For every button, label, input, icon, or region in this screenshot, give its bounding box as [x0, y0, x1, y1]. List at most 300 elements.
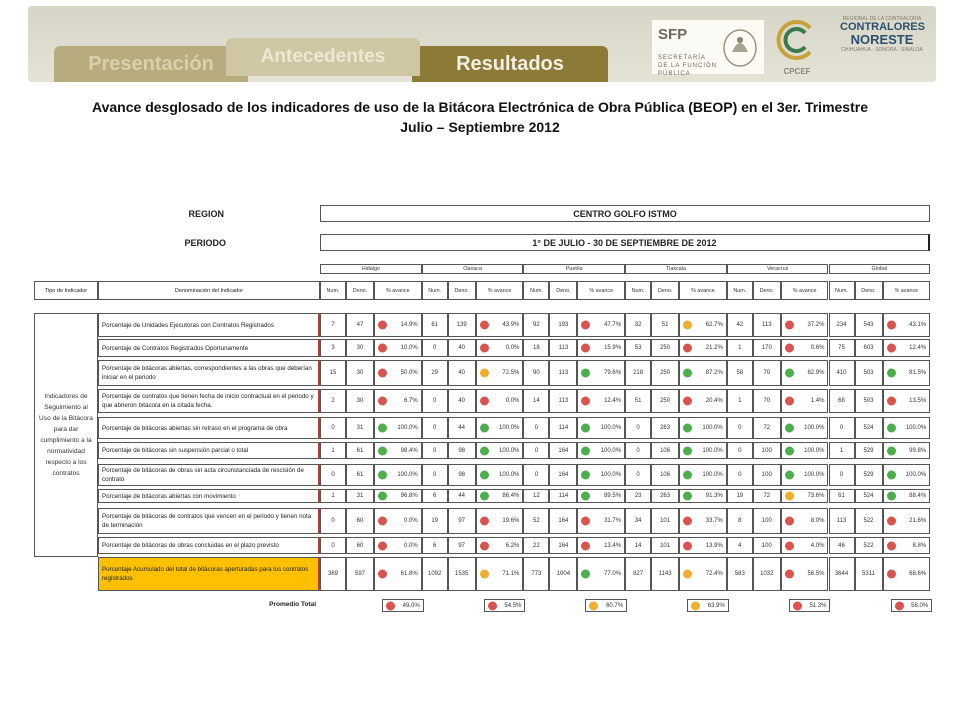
avance-cell	[781, 360, 829, 386]
deno-cell: 1032	[753, 557, 781, 591]
avance-cell	[781, 557, 829, 591]
status-indicator-icon	[480, 369, 489, 378]
avance-value: 8.0%	[810, 518, 825, 524]
sfp-name: SECRETARÍA DE LA FUNCIÓN PÚBLICA	[658, 55, 718, 77]
num-cell: 0	[320, 417, 346, 439]
num-cell: 0	[523, 417, 549, 439]
avance-cell	[374, 339, 422, 357]
deno-cell: 597	[346, 557, 374, 591]
avance-cell	[781, 537, 829, 554]
deno-cell: 72	[753, 489, 781, 503]
avance-value: 100.0%	[397, 472, 418, 478]
subcol-header: Deno.	[651, 281, 679, 300]
avance-value: 0.6%	[810, 345, 825, 351]
status-indicator-icon	[378, 369, 387, 378]
avance-cell	[577, 313, 625, 337]
deno-cell: 250	[651, 339, 679, 357]
avance-cell	[679, 537, 727, 554]
tab-antecedentes[interactable]: Antecedentes	[226, 38, 420, 76]
status-indicator-icon	[683, 517, 692, 526]
avance-cell	[577, 442, 625, 459]
avance-value: 100.0%	[905, 425, 927, 431]
promedio-value: 58.0%	[911, 602, 929, 609]
num-cell: 61	[422, 313, 448, 337]
deno-cell: 47	[346, 313, 374, 337]
deno-cell: 250	[651, 389, 679, 413]
deno-cell: 5311	[855, 557, 883, 591]
avance-value: 21.6%	[909, 518, 927, 524]
avance-value: 71.1%	[502, 571, 520, 577]
num-cell: 0	[422, 339, 448, 357]
avance-cell	[577, 339, 625, 357]
avance-cell	[476, 313, 524, 337]
num-cell: 32	[625, 313, 651, 337]
avance-cell	[883, 464, 931, 486]
deno-cell: 529	[855, 442, 883, 459]
deno-cell: 114	[549, 489, 577, 503]
avance-cell	[374, 508, 422, 534]
status-indicator-icon	[581, 471, 590, 480]
state-header: Global	[829, 264, 931, 274]
avance-cell	[883, 360, 931, 386]
num-cell: 0	[320, 508, 346, 534]
deno-cell: 40	[448, 360, 476, 386]
promedio-cell	[891, 599, 933, 612]
indicator-name: Porcentaje de bitácoras abiertas sin retraso en el programa de obra	[98, 417, 320, 439]
avance-cell	[883, 313, 931, 337]
promedio-cell	[585, 599, 627, 612]
avance-value: 13.5%	[909, 398, 927, 404]
status-indicator-icon	[581, 541, 590, 550]
avance-value: 0.0%	[505, 398, 520, 404]
status-indicator-icon	[887, 446, 896, 455]
avance-cell	[883, 557, 931, 591]
status-indicator-icon	[581, 570, 590, 579]
deno-cell: 114	[549, 417, 577, 439]
title-line-1: Avance desglosado de los indicadores de uso de la Bitácora Electrónica de Obra Pública (BEOP) en el 3er. Trimestre	[92, 99, 868, 115]
avance-value: 100.0%	[804, 472, 825, 478]
subcol-header: Deno.	[549, 281, 577, 300]
num-cell: 15	[320, 360, 346, 386]
avance-value: 100.0%	[804, 425, 825, 431]
status-indicator-icon	[581, 344, 590, 353]
avance-cell	[883, 537, 931, 554]
avance-value: 4.0%	[810, 542, 825, 549]
status-indicator-icon	[480, 541, 489, 550]
avance-value: 56.5%	[807, 571, 825, 577]
avance-cell	[374, 313, 422, 337]
tipo-indicador-label: Indicadores de Seguimiento al Uso de la Bitácora para dar cumplimiento a la normatividad respecto a los contratos	[34, 313, 98, 557]
state-header: Oaxaca	[422, 264, 524, 274]
tab-resultados[interactable]: Resultados	[412, 46, 608, 82]
avance-value: 43.9%	[502, 322, 520, 328]
deno-cell: 100	[753, 508, 781, 534]
deno-cell: 44	[448, 417, 476, 439]
num-cell: 0	[727, 417, 753, 439]
num-cell: 0	[829, 464, 855, 486]
num-cell: 583	[727, 557, 753, 591]
avance-cell	[679, 489, 727, 503]
deno-cell: 113	[549, 339, 577, 357]
indicator-name: Porcentaje de bitácoras sin suspensión parcial o total	[98, 442, 320, 459]
status-indicator-icon	[378, 344, 387, 353]
deno-cell: 603	[855, 339, 883, 357]
deno-cell: 1143	[651, 557, 679, 591]
status-indicator-icon	[887, 570, 896, 579]
num-cell: 19	[422, 508, 448, 534]
avance-cell	[679, 313, 727, 337]
num-cell: 52	[523, 508, 549, 534]
num-cell: 14	[625, 537, 651, 554]
avance-value: 47.7%	[604, 322, 622, 328]
deno-cell: 30	[346, 360, 374, 386]
deno-cell: 193	[549, 313, 577, 337]
avance-cell	[781, 313, 829, 337]
status-indicator-icon	[887, 369, 896, 378]
status-indicator-icon	[378, 446, 387, 455]
indicator-name: Porcentaje de Unidades Ejecutoras con Contratos Registrados	[98, 313, 320, 337]
avance-value: 68.6%	[909, 571, 927, 577]
deno-cell: 164	[549, 464, 577, 486]
deno-cell: 60	[346, 537, 374, 554]
subcol-header: % avance	[781, 281, 829, 300]
status-indicator-icon	[480, 344, 489, 353]
num-cell: 1	[320, 442, 346, 459]
avance-cell	[476, 360, 524, 386]
deno-cell: 170	[753, 339, 781, 357]
deno-cell: 113	[549, 389, 577, 413]
avance-cell	[883, 508, 931, 534]
indicator-name: Porcentaje de bitácoras abiertas, correspondientes a las obras que deberían iniciar en el periodo	[98, 360, 320, 386]
num-cell: 19	[727, 489, 753, 503]
subcol-header: % avance	[374, 281, 422, 300]
status-indicator-icon	[683, 344, 692, 353]
avance-cell	[374, 360, 422, 386]
num-cell: 0	[829, 417, 855, 439]
deno-cell: 61	[346, 442, 374, 459]
num-cell: 369	[320, 557, 346, 591]
num-cell: 827	[625, 557, 651, 591]
avance-cell	[883, 417, 931, 439]
deno-cell: 72	[753, 417, 781, 439]
status-indicator-icon	[785, 344, 794, 353]
num-cell: 773	[523, 557, 549, 591]
deno-cell: 97	[448, 508, 476, 534]
avance-value: 72.5%	[502, 370, 520, 376]
status-indicator-icon	[581, 446, 590, 455]
deno-cell: 1004	[549, 557, 577, 591]
subcol-header: Num.	[523, 281, 549, 300]
avance-value: 13.4%	[604, 542, 622, 549]
state-header: Veracruz	[727, 264, 829, 274]
deno-cell: 543	[855, 313, 883, 337]
avance-value: 100.0%	[702, 425, 723, 431]
num-cell: 18	[523, 339, 549, 357]
noreste-bottom: CHIHUAHUA · SONORA · SINALOA	[841, 47, 923, 53]
status-indicator-icon	[683, 570, 692, 579]
deno-cell: 113	[549, 360, 577, 386]
indicator-name: Porcentaje de bitácoras de obras sin acta circunstanciada de rescisión de contrato	[98, 464, 320, 486]
status-indicator-icon	[480, 424, 489, 433]
status-indicator-icon	[785, 424, 794, 433]
promedio-cell	[484, 599, 526, 612]
deno-cell: 70	[753, 360, 781, 386]
avance-value: 20.4%	[705, 398, 723, 404]
avance-value: 73.6%	[807, 493, 825, 499]
avance-value: 100.0%	[804, 447, 825, 454]
avance-value: 91.3%	[705, 493, 723, 499]
avance-cell	[476, 464, 524, 486]
deno-cell: 522	[855, 537, 883, 554]
avance-value: 100.0%	[702, 447, 723, 454]
num-cell: 61	[829, 489, 855, 503]
num-cell: 0	[625, 417, 651, 439]
header-tipo: Tipo de Indicador	[34, 281, 98, 300]
avance-value: 43.1%	[909, 322, 927, 328]
avance-value: 50.0%	[400, 370, 418, 376]
num-cell: 29	[422, 360, 448, 386]
num-cell: 68	[829, 389, 855, 413]
num-cell: 92	[523, 313, 549, 337]
avance-value: 100.0%	[397, 425, 418, 431]
deno-cell: 60	[346, 508, 374, 534]
num-cell: 0	[320, 464, 346, 486]
avance-value: 82.9%	[807, 370, 825, 376]
deno-cell: 97	[448, 537, 476, 554]
status-indicator-icon	[887, 541, 896, 550]
region-label: REGION	[188, 209, 224, 219]
tab-presentacion[interactable]: Presentación	[54, 46, 248, 82]
promedio-value: 49.0%	[402, 602, 420, 609]
avance-cell	[374, 417, 422, 439]
avance-value: 100.0%	[499, 472, 520, 478]
status-indicator-icon	[581, 424, 590, 433]
num-cell: 75	[829, 339, 855, 357]
avance-value: 100.0%	[600, 472, 622, 478]
subcol-header: % avance	[476, 281, 524, 300]
avance-cell	[679, 557, 727, 591]
avance-value: 100.0%	[499, 425, 520, 431]
num-cell: 113	[829, 508, 855, 534]
indicator-name: Porcentaje Acumulado del total de bitácoras aperturadas para los contratos registrados	[98, 557, 320, 591]
avance-value: 88.4%	[909, 493, 927, 499]
status-indicator-icon	[785, 397, 794, 406]
avance-cell	[577, 389, 625, 413]
deno-cell: 263	[651, 489, 679, 503]
status-indicator-icon	[691, 601, 700, 610]
deno-cell: 100	[753, 464, 781, 486]
indicator-name: Porcentaje de bitácoras abiertas con movimiento	[98, 489, 320, 503]
avance-cell	[374, 537, 422, 554]
subcol-header: % avance	[883, 281, 931, 300]
deno-cell: 1535	[448, 557, 476, 591]
status-indicator-icon	[378, 321, 387, 330]
state-header: Tlaxcala	[625, 264, 727, 274]
status-indicator-icon	[386, 601, 395, 610]
state-header: Puebla	[523, 264, 625, 274]
status-indicator-icon	[887, 492, 896, 501]
deno-cell: 70	[753, 389, 781, 413]
num-cell: 8	[727, 508, 753, 534]
status-indicator-icon	[378, 570, 387, 579]
avance-cell	[374, 389, 422, 413]
deno-cell: 113	[753, 313, 781, 337]
sfp-abbr: SFP	[658, 26, 688, 43]
num-cell: 0	[523, 442, 549, 459]
status-indicator-icon	[887, 344, 896, 353]
promedio-value: 63.9%	[707, 602, 725, 609]
subcol-header: Deno.	[855, 281, 883, 300]
avance-cell	[476, 417, 524, 439]
avance-cell	[679, 508, 727, 534]
avance-cell	[476, 389, 524, 413]
status-indicator-icon	[887, 397, 896, 406]
status-indicator-icon	[887, 517, 896, 526]
subcol-header: Num.	[625, 281, 651, 300]
avance-value: 33.7%	[705, 518, 723, 524]
avance-cell	[781, 464, 829, 486]
avance-cell	[577, 537, 625, 554]
num-cell: 23	[625, 489, 651, 503]
num-cell: 0	[625, 464, 651, 486]
indicator-name: Porcentaje de bitácoras de contratos que vencen en el periodo y tienen nota de terminación	[98, 508, 320, 534]
avance-value: 100.0%	[905, 472, 927, 478]
status-indicator-icon	[378, 517, 387, 526]
num-cell: 0	[422, 442, 448, 459]
avance-value: 98.4%	[400, 447, 418, 454]
periodo-label: PERIODO	[184, 238, 226, 248]
status-indicator-icon	[683, 446, 692, 455]
avance-value: 86.4%	[502, 493, 520, 499]
periodo-value: 1° DE JULIO - 30 DE SEPTIEMBRE DE 2012	[320, 234, 930, 251]
status-indicator-icon	[683, 424, 692, 433]
num-cell: 14	[523, 389, 549, 413]
avance-cell	[781, 489, 829, 503]
subcol-header: Num.	[320, 281, 346, 300]
promedio-value: 54.5%	[504, 602, 522, 609]
title-line-2: Julio – Septiembre 2012	[400, 119, 560, 135]
status-indicator-icon	[683, 321, 692, 330]
num-cell: 46	[829, 537, 855, 554]
avance-value: 12.4%	[604, 398, 622, 404]
promedio-cell	[789, 599, 831, 612]
num-cell: 1	[727, 339, 753, 357]
avance-value: 21.2%	[705, 345, 723, 351]
num-cell: 4	[727, 537, 753, 554]
num-cell: 7	[320, 313, 346, 337]
status-indicator-icon	[378, 541, 387, 550]
status-indicator-icon	[480, 517, 489, 526]
num-cell: 1	[829, 442, 855, 459]
deno-cell: 503	[855, 389, 883, 413]
status-indicator-icon	[895, 601, 904, 610]
avance-cell	[679, 464, 727, 486]
avance-cell	[781, 508, 829, 534]
status-indicator-icon	[581, 369, 590, 378]
deno-cell: 164	[549, 508, 577, 534]
num-cell: 0	[727, 464, 753, 486]
subcol-header: Num.	[829, 281, 855, 300]
deno-cell: 100	[753, 442, 781, 459]
num-cell: 34	[625, 508, 651, 534]
deno-cell: 522	[855, 508, 883, 534]
status-indicator-icon	[785, 570, 794, 579]
status-indicator-icon	[785, 446, 794, 455]
region-value: CENTRO GOLFO ISTMO	[320, 205, 930, 222]
status-indicator-icon	[683, 471, 692, 480]
avance-cell	[679, 339, 727, 357]
status-indicator-icon	[480, 397, 489, 406]
num-cell: 0	[320, 537, 346, 554]
subcol-header: Deno.	[346, 281, 374, 300]
avance-value: 89.5%	[604, 493, 622, 499]
status-indicator-icon	[589, 601, 598, 610]
promedio-value: 60.7%	[606, 602, 624, 609]
num-cell: 410	[829, 360, 855, 386]
avance-cell	[577, 557, 625, 591]
deno-cell: 503	[855, 360, 883, 386]
status-indicator-icon	[488, 601, 497, 610]
subcol-header: Num.	[727, 281, 753, 300]
avance-cell	[476, 557, 524, 591]
num-cell: 1092	[422, 557, 448, 591]
status-indicator-icon	[683, 397, 692, 406]
avance-cell	[476, 489, 524, 503]
status-indicator-icon	[683, 369, 692, 378]
num-cell: 0	[422, 464, 448, 486]
status-indicator-icon	[785, 369, 794, 378]
avance-value: 0.0%	[404, 542, 418, 549]
promedio-cell	[382, 599, 424, 612]
deno-cell: 98	[448, 464, 476, 486]
status-indicator-icon	[785, 517, 794, 526]
avance-value: 79.6%	[604, 370, 622, 376]
avance-value: 81.5%	[909, 370, 927, 376]
status-indicator-icon	[581, 492, 590, 501]
indicator-name: Porcentaje de Contratos Registrados Oportunamente	[98, 339, 320, 357]
noreste-main: NORESTE	[850, 32, 914, 47]
avance-value: 15.9%	[604, 345, 622, 351]
status-indicator-icon	[378, 471, 387, 480]
deno-cell: 51	[651, 313, 679, 337]
num-cell: 0	[422, 389, 448, 413]
status-indicator-icon	[480, 321, 489, 330]
status-indicator-icon	[581, 517, 590, 526]
avance-cell	[577, 417, 625, 439]
deno-cell: 31	[346, 489, 374, 503]
status-indicator-icon	[480, 471, 489, 480]
num-cell: 1	[727, 389, 753, 413]
avance-cell	[476, 339, 524, 357]
deno-cell: 100	[753, 537, 781, 554]
avance-cell	[374, 489, 422, 503]
num-cell: 22	[523, 537, 549, 554]
status-indicator-icon	[887, 424, 896, 433]
noreste-mid: CONTRALORES	[840, 21, 925, 33]
status-indicator-icon	[581, 397, 590, 406]
status-indicator-icon	[378, 397, 387, 406]
avance-value: 100.0%	[600, 425, 622, 431]
header-denominacion: Denominación del Indicador	[98, 281, 320, 300]
num-cell: 6	[422, 489, 448, 503]
subcol-header: Deno.	[448, 281, 476, 300]
num-cell: 58	[727, 360, 753, 386]
avance-value: 61.8%	[400, 571, 418, 577]
state-header: Hidalgo	[320, 264, 422, 274]
status-indicator-icon	[785, 471, 794, 480]
status-indicator-icon	[480, 570, 489, 579]
status-indicator-icon	[793, 601, 802, 610]
